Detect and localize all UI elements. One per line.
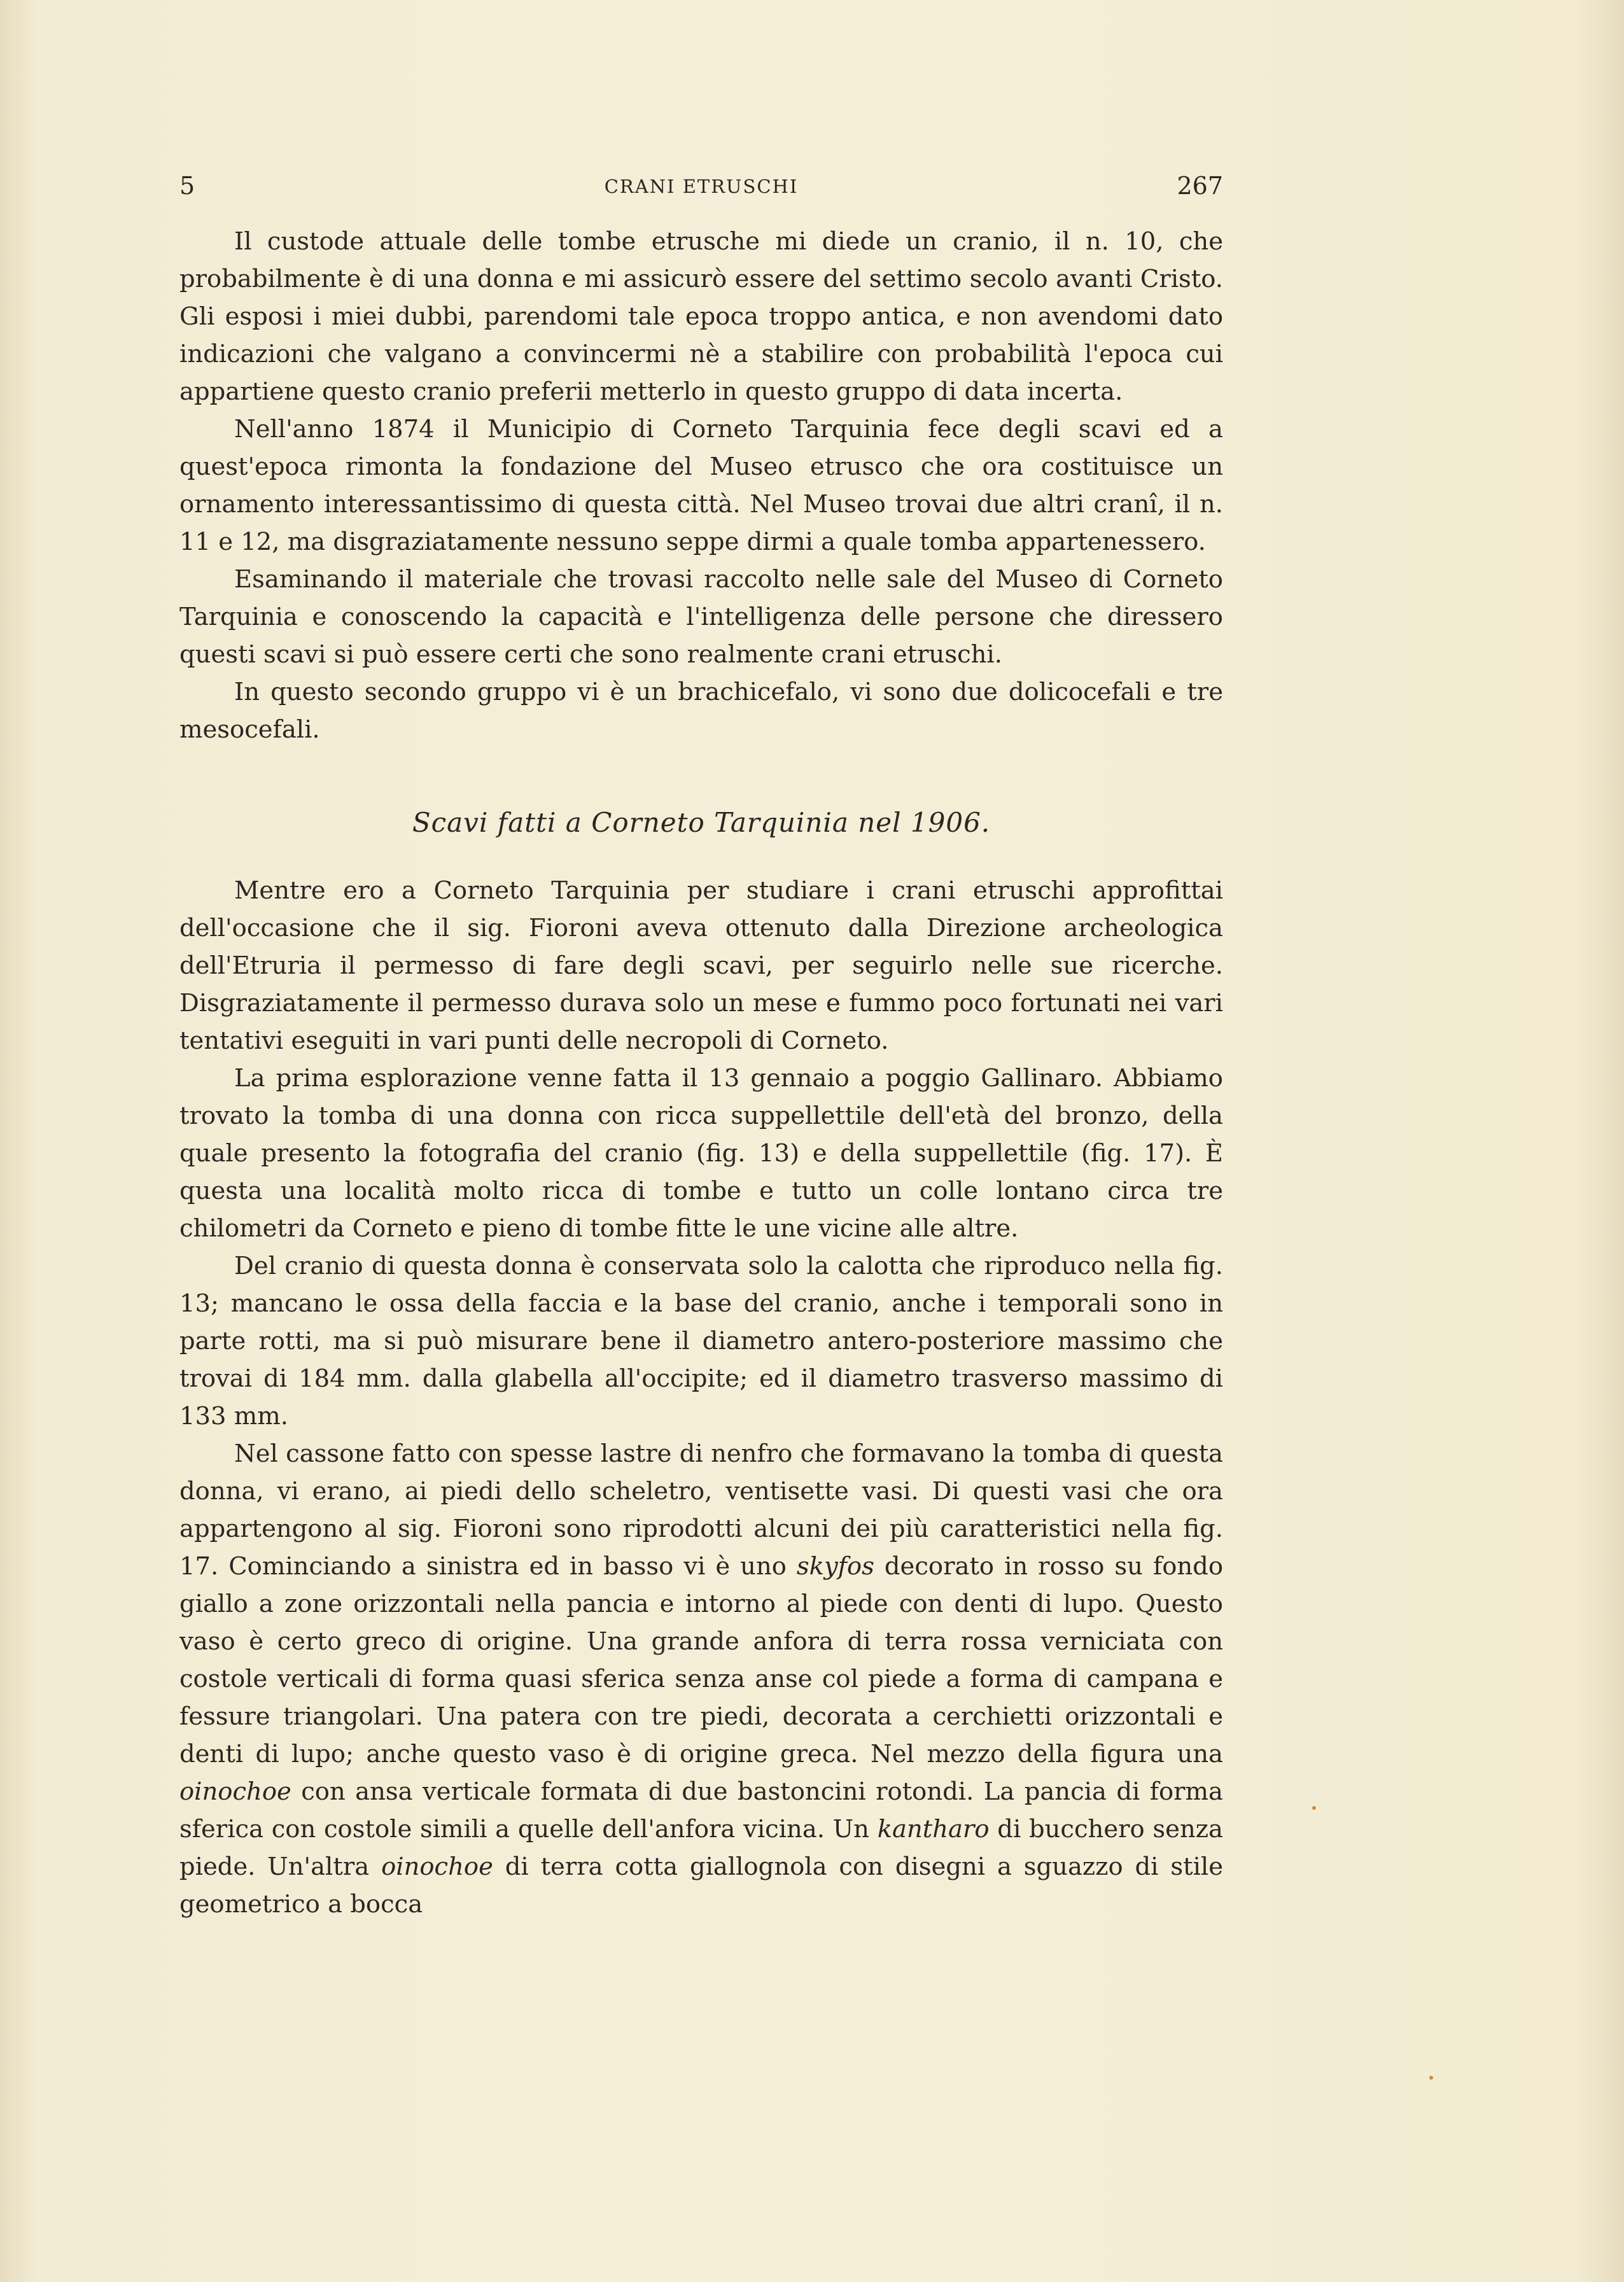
running-head [179, 167, 1223, 205]
text-run: decorato in rosso su fondo giallo a zone orizzontali nella pancia e intorno al piede con denti di lupo. Questo vaso è certo greco di origine. Una grande anfora di terra rossa verniciata con costole verticali di forma quasi sferica senza anse col piede a forma di campana e fessure triangolari. Una patera con tre piedi, decorata a cerchietti orizzontali e denti di lupo; anche questo vaso è di origine greca. Nel mezzo della figura una [179, 1552, 1224, 1768]
paragraph: Il custode attuale delle tombe etrusche mi diede un cranio, il n. 10, che probabilmente è di una donna e mi assicurò essere del settimo secolo avanti Cristo. Gli esposi i miei dubbi, parendomi tale epoca troppo antica, e non avendomi dato indicazioni che valgano a convincermi nè a stabilire con probabilità l'epoca cui appartiene questo cranio preferii metterlo in questo gruppo di data incerta. [179, 227, 1223, 406]
paragraph: Esaminando il materiale che trovasi raccolto nelle sale del Museo di Corneto Tarquinia e conoscendo la capacità e l'intelligenza delle persone che diressero questi scavi si può essere certi che sono realmente crani etruschi. [179, 565, 1223, 669]
text-run: di bucchero senza piede. Un'altra [179, 1815, 1223, 1881]
paragraph [179, 1435, 1223, 1923]
italic-term: oinochoe [381, 1852, 493, 1881]
paragraph: In questo secondo gruppo vi è un brachicefalo, vi sono due dolicocefali e tre mesocefali. [179, 678, 1223, 744]
running-title: CRANI ETRUSCHI [604, 176, 799, 197]
text-block-intro [179, 223, 1223, 748]
italic-term: oinochoe [179, 1777, 291, 1806]
paragraph: La prima esplorazione venne fatta il 13 gennaio a poggio Gallinaro. Abbiamo trovato la tomba di una donna con ricca suppellettile dell'età del bronzo, della quale presento la fotografia del cranio (fig. 13) e della suppellettile (fig. 17). È questa una località molto ricca di tombe e tutto un colle lontano circa tre chilometri da Corneto e pieno di tombe fitte le une vicine alle altre. [179, 1064, 1223, 1243]
text-run: di terra cotta giallognola con disegni a sguazzo di stile geometrico a bocca [179, 1852, 1224, 1919]
paragraph: Del cranio di questa donna è conservata solo la calotta che riproduco nella fig. 13; mancano le ossa della faccia e la base del cranio, anche i temporali sono in parte rotti, ma si può misurare bene il diametro antero-posteriore massimo che trovai di 184 mm. dalla glabella all'occipite; ed il diametro trasverso massimo di 133 mm. [179, 1252, 1223, 1431]
page-number: 267 [1177, 172, 1223, 200]
paper-speck [1312, 1806, 1316, 1810]
text-block-excavations [179, 872, 1223, 1923]
paragraph: Mentre ero a Corneto Tarquinia per studiare i crani etruschi approfittai dell'occasione che il sig. Fioroni aveva ottenuto dalla Direzione archeologica dell'Etruria il permesso di fare degli scavi, per seguirlo nelle sue ricerche. Disgraziatamente il permesso durava solo un mese e fummo poco fortunati nei vari tentativi eseguiti in vari punti delle necropoli di Corneto. [179, 876, 1223, 1055]
paragraph: Nell'anno 1874 il Municipio di Corneto Tarquinia fece degli scavi ed a quest'epoca rimonta la fondazione del Museo etrusco che ora costituisce un ornamento interessantissimo di questa città. Nel Museo trovai due altri cranî, il n. 11 e 12, ma disgraziatamente nessuno seppe dirmi a quale tomba appartenessero. [179, 415, 1223, 556]
section-heading: Scavi fatti a Corneto Tarquinia nel 1906. [412, 807, 991, 838]
italic-term: kantharo [877, 1815, 990, 1844]
italic-term: skyfos [796, 1552, 874, 1581]
paper-speck [1429, 2076, 1433, 2080]
text-run: Nel cassone fatto con spesse lastre di nenfro che formavano la tomba di questa donna, vi erano, ai piedi dello scheletro, ventisette vasi. Di questi vasi che ora appartengono al sig. Fioroni sono riprodotti alcuni dei più caratteristici nella fig. 17. Cominciando a sinistra ed in basso vi è uno [179, 1439, 1223, 1581]
text-run: con ansa verticale formata di due bastoncini rotondi. La pancia di forma sferica con costole simili a quelle dell'anfora vicina. Un [179, 1777, 1223, 1844]
section-number: 5 [179, 172, 195, 200]
